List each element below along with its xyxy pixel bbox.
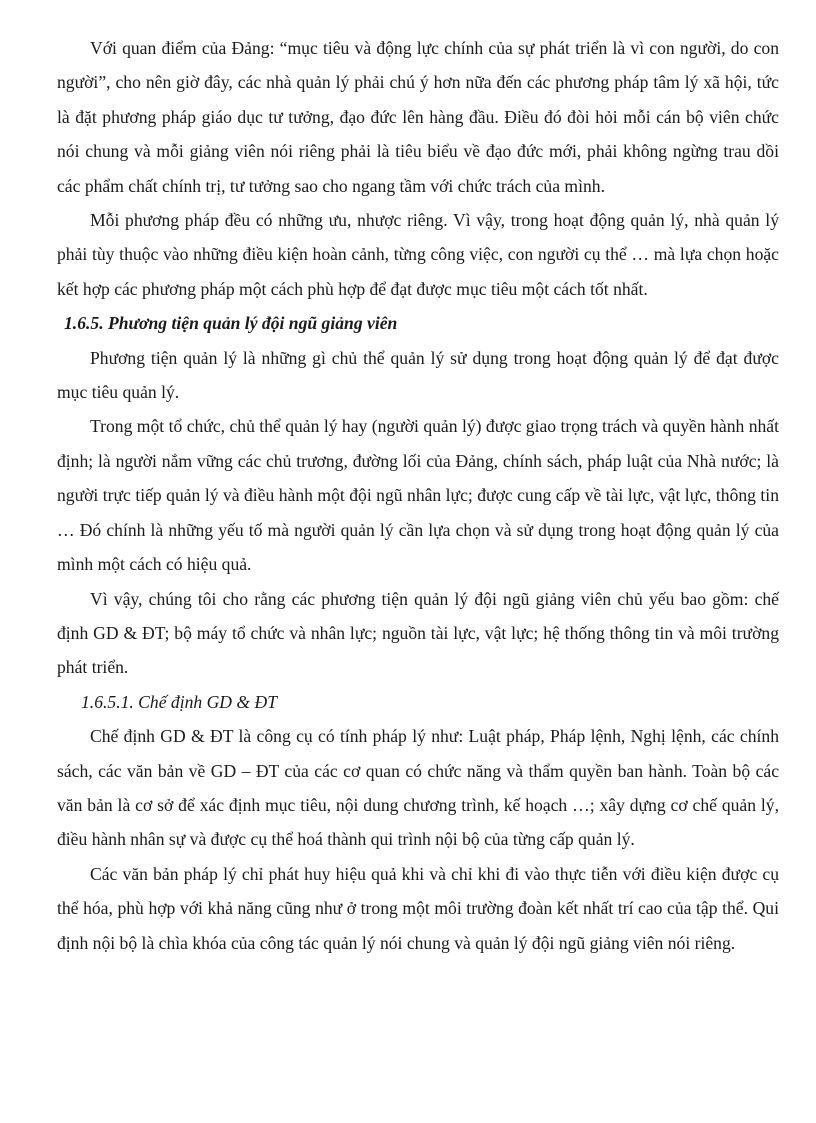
body-paragraph: Với quan điểm của Đảng: “mục tiêu và động lực chính của sự phát triển là vì con người, do con người”, cho nên giờ đây, các nhà quản lý phải chú ý hơn nữa đến các phương pháp tâm lý xã hội, tức là đặt phương pháp giáo dục tư tưởng, đạo đức lên hàng đầu. Điều đó đòi hỏi mỗi cán bộ viên chức nói chung và mỗi giảng viên nói riêng phải là tiêu biểu về đạo đức mới, phải không ngừng trau dồi các phẩm chất chính trị, tư tưởng sao cho ngang tầm với chức trách của mình. (57, 38, 779, 196)
body-paragraph: Các văn bản pháp lý chỉ phát huy hiệu quả khi và chỉ khi đi vào thực tiễn với điều kiện được cụ thể hóa, phù hợp với khả năng cũng như ở trong một môi trường đoàn kết nhất trí cao của tập thể. Qui định nội bộ là chìa khóa của công tác quản lý nói chung và quản lý đội ngũ giảng viên nói riêng. (57, 863, 779, 953)
body-paragraph: Chế định GD & ĐT là công cụ có tính pháp lý như: Luật pháp, Pháp lệnh, Nghị lệnh, các chính sách, các văn bản về GD – ĐT của các cơ quan có chức năng và thẩm quyền ban hành. Toàn bộ các văn bản là cơ sở để xác định mục tiêu, nội dung chương trình, kế hoạch …; xây dựng cơ chế quản lý, điều hành nhân sự và được cụ thể hoá thành qui trình nội bộ của từng cấp quản lý. (57, 726, 779, 850)
body-paragraph: Phương tiện quản lý là những gì chủ thể quản lý sử dụng trong hoạt động quản lý để đạt được mục tiêu quản lý. (57, 347, 779, 403)
body-paragraph: Vì vậy, chúng tôi cho rằng các phương tiện quản lý đội ngũ giảng viên chủ yếu bao gồm: chế định GD & ĐT; bộ máy tổ chức và nhân lực; nguồn tài lực, vật lực; hệ thống thông tin và môi trường phát triển. (57, 588, 779, 678)
body-paragraph: Mỗi phương pháp đều có những ưu, nhược riêng. Vì vậy, trong hoạt động quản lý, nhà quản lý phải tùy thuộc vào những điều kiện hoàn cảnh, từng công việc, con người cụ thể … mà lựa chọn hoặc kết hợp các phương pháp một cách phù hợp để đạt được mục tiêu một cách tốt nhất. (57, 210, 779, 299)
subsection-heading: 1.6.5.1. Chế định GD & ĐT (81, 691, 277, 712)
section-heading: 1.6.5. Phương tiện quản lý đội ngũ giảng viên (64, 313, 398, 334)
body-paragraph: Trong một tổ chức, chủ thể quản lý hay (người quản lý) được giao trọng trách và quyền hành nhất định; là người nắm vững các chủ trương, đường lối của Đảng, chính sách, pháp luật của Nhà nước; là người trực tiếp quản lý và điều hành một đội ngũ nhân lực; được cung cấp về tài lực, vật lực, thông tin … Đó chính là những yếu tố mà người quản lý cần lựa chọn và sử dụng trong hoạt động quản lý của mình một cách có hiệu quả. (57, 416, 779, 575)
document-body (57, 31, 779, 960)
